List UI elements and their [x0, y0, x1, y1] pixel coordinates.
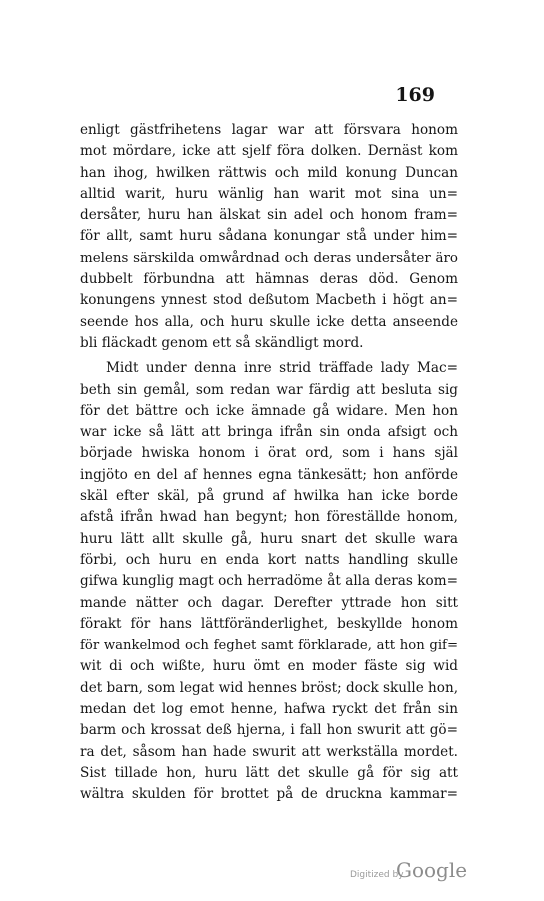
text-line: dersåter, huru han älskat sin adel och honom fram= — [80, 207, 458, 224]
text-line: alltid warit, huru wänlig han warit mot sina un= — [80, 185, 458, 202]
text-line: afstå ifrån hwad han begynt; hon föreställde honom, — [80, 509, 458, 526]
page-number: 169 — [395, 84, 435, 106]
text-line: medan det log emot henne, hafwa ryckt det från sin — [80, 701, 458, 718]
text-line: för wankelmod och feghet samt förklarade, att hon gif= — [80, 638, 458, 654]
text-line: förakt för hans lättföränderlighet, beskyllde honom — [80, 615, 458, 632]
text-line: war icke så lätt att bringa ifrån sin onda afsigt och — [80, 424, 458, 441]
text-line: han ihog, hwilken rättwis och mild konung Duncan — [80, 164, 458, 181]
text-line: barm och krossat deß hjerna, i fall hon swurit att gö= — [80, 722, 458, 739]
text-line: det barn, som legat wid hennes bröst; dock skulle hon, — [80, 679, 458, 696]
text-line: konungens ynnest stod deßutom Macbeth i högt an= — [80, 292, 458, 309]
text-line: förbi, och huru en enda kort natts handling skulle — [80, 551, 458, 568]
text-line: mot mördare, icke att sjelf föra dolken. Dernäst kom — [80, 143, 458, 160]
text-line: för allt, samt huru sådana konungar stå under him= — [80, 228, 458, 245]
text-line: skäl efter skäl, på grund af hwilka han icke borde — [80, 488, 458, 505]
text-line: Sist tillade hon, huru lätt det skulle gå för sig att — [80, 764, 458, 781]
google-watermark — [350, 858, 470, 888]
text-line: mande nätter och dagar. Derefter yttrade hon sitt — [80, 594, 458, 611]
text-line: wältra skulden för brottet på de druckna kammar= — [80, 786, 458, 803]
text-line: gifwa kunglig magt och herradöme åt alla deras kom= — [80, 573, 458, 590]
text-line: började hwiska honom i örat ord, som i hans själ — [80, 445, 458, 462]
google-logo: Google — [396, 858, 468, 882]
text-line: beth sin gemål, som redan war färdig att besluta sig — [80, 381, 458, 398]
text-line: melens särskilda omwårdnad och deras undersåter äro — [80, 250, 458, 266]
body-text — [80, 120, 458, 806]
text-line: för det bättre och icke ämnade gå widare. Men hon — [80, 402, 458, 419]
text-line: seende hos alla, och huru skulle icke detta anseende — [80, 313, 458, 330]
text-line: ingjöto en del af hennes egna tänkesätt; hon anförde — [80, 466, 458, 483]
text-line: enligt gästfrihetens lagar war att försvara honom — [80, 122, 458, 138]
text-line: ra det, såsom han hade swurit att werkställa mordet. — [80, 743, 458, 760]
text-line: huru lätt allt skulle gå, huru snart det skulle wara — [80, 530, 458, 547]
text-line: dubbelt förbundna att hämnas deras död. Genom — [80, 271, 458, 288]
watermark-prefix: Digitized by — [350, 870, 404, 880]
text-line: wit di och wißte, huru ömt en moder fäste sig wid — [80, 658, 458, 675]
paragraph-start: Midt under denna inre strid träffade lady Mac= — [106, 360, 458, 377]
text-line: bli fläckadt genom ett så skändligt mord. — [80, 334, 364, 351]
